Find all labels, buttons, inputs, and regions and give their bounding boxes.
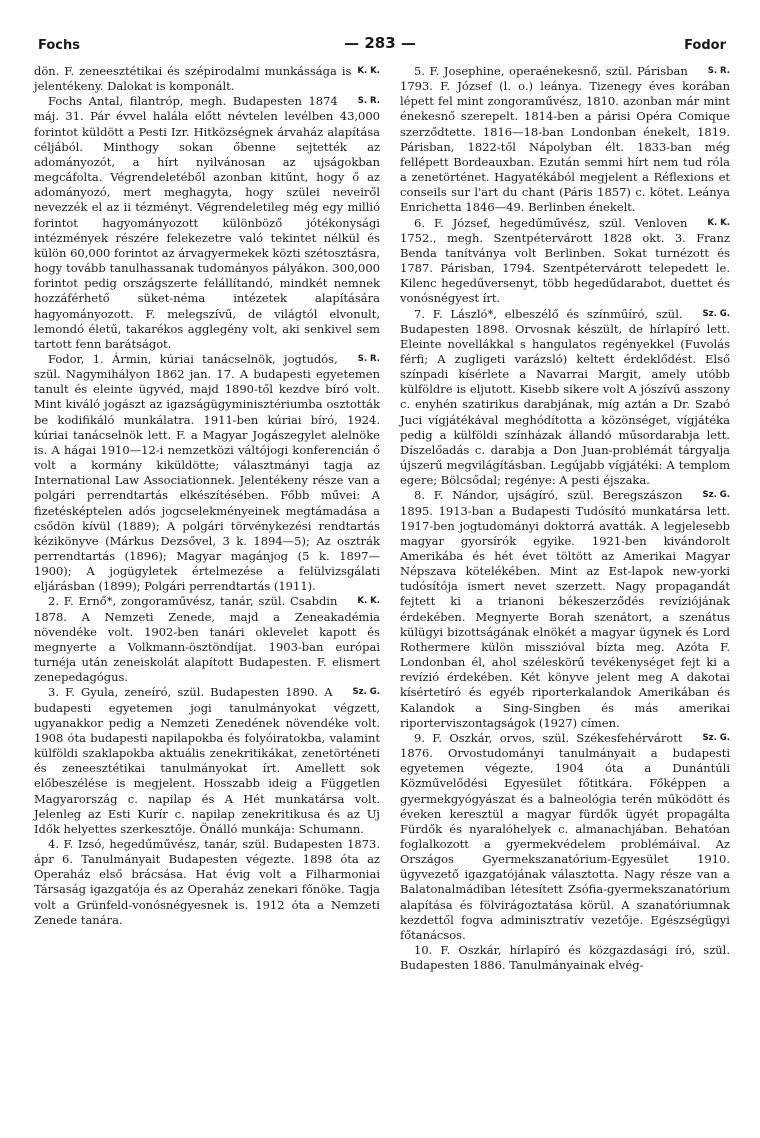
entry: [400, 64, 730, 216]
entry: [400, 307, 730, 489]
entry-text: 9. F. Oszkár, orvos, szül. Székesfehérvárott 1876. Orvostudományi tanulmányait a budapesti egyetemen végezte, 1904 óta a Dunántúli Közművelődési Egyesület főtitkára. Főképpen a gyermekgyógyászat és a balneológia terén működött és éveken keresztül a magyar fürdők ügyét propagálta Fürdők és nyaralóhelyek c. almanachjában. Behatóan foglalkozott a gyermekvédelem problémáival. Az Országos Gyermekszanatórium-Egyesület 1910. ügyvezető igazgatójának választotta. Nagy része van a Balatonalmádiban létesített Zsófia-gyermekszanatórium alapítása és fölvirágoztatása körül. A szanatóriumnak kezdettől fogva adminisztratív vezetője. Egészségügyi főtanácsos.: [400, 730, 730, 942]
entry-text: dön. F. zeneesztétikai és szépirodalmi munkássága is jelentékeny. Dalokat is komponált.: [34, 64, 352, 94]
entry-text: 7. F. László*, elbeszélő és színműíró, szül. Budapesten 1898. Orvosnak készült, de hírlapíró lett. Eleinte novellákkal s hangulatos regényekkel (Fuvolás férfi; A zugligeti varázsló) keltett érdeklődést. Első színpadi kísérlete a Navarrai Margit, amely utóbb külföldre is eljutott. Kisebb sikere volt A jószívű asszony c. enyhén szatirikus darabjának, míg aztán a Dr. Szabó Juci vígjátékával meghódította a közönséget, vígjátéka pedig a külföldi színházak állandó műsordarabja lett. Díszelőadás c. darabja a Don Juan-problémát tárgyalja újszerű megvilágításban. Legújabb vígjátéki: A templom egere; Bölcsődal; regénye: A pesti éjszaka.: [400, 306, 730, 488]
entry-text: 2. F. Ernő*, zongoraművész, tanár, szül. Csabdin 1878. A Nemzeti Zenede, majd a Zeneakadémia növendéke volt. 1902-ben tanári oklevelet kapott és megnyerte a Volkmann-ösztöndíjat. 1903-ban európai turnéja után zeneiskolát alapított Budapesten. F. elismert zenepedagógus.: [34, 594, 380, 685]
author-signature: Sz. G.: [352, 687, 380, 698]
right-column: [400, 64, 730, 973]
author-signature: Sz. G.: [702, 490, 730, 501]
entry-text: 3. F. Gyula, zeneíró, szül. Budapesten 1890. A budapesti egyetemen jogi tanulmányokat végzett, ugyanakkor pedig a Nemzeti Zenedének növendéke volt. 1908 óta budapesti napilapokba és folyóiratokba, valamint külföldi szaklapokba aktuális zenekritikákat, zenetörténeti és zeneesztétikai tanulmányokat írt. Amellett sok előbeszélése is megjelent. Hosszabb ideig a Független Magyarország c. napilap és A Hét munkatársa volt. Jelenleg az Esti Kurír c. napilap zenekritikusa és az Uj Idők helyettes szerkesztője. Önálló munkája: Schumann.: [34, 685, 380, 836]
entry: [400, 216, 730, 307]
entry-text: 10. F. Oszkár, hírlapíró és közgazdasági író, szül. Budapesten 1886. Tanulmányainak elvég-: [400, 943, 730, 973]
author-signature: Sz. G.: [702, 308, 730, 319]
author-signature: S. R.: [357, 353, 380, 364]
entry: [400, 488, 730, 731]
left-column: [34, 64, 380, 928]
entry-text: 4. F. Izsó, hegedűművész, tanár, szül. Budapesten 1873. ápr 6. Tanulmányait Budapesten végezte. 1898 óta az Operaház első brácsása. Hat évig volt a Filharmoniai Társaság igazgatója és az Operaház zenekari főnöke. Tagja volt a Grünfeld-vonósnégyesnek is. 1912 óta a Nemzeti Zenede tanára.: [34, 836, 380, 927]
entry-text: Fochs Antal, filantróp, megh. Budapesten 1874 máj. 31. Pár évvel halála előtt névtelen levélben 43,000 forintot küldött a Pesti Izr. Hitközségnek árvaház alapítása céljából. Minthogy sokan őbenne sejtették az adományozót, a hírt nyilvánosan az ujságokban megcáfolta. Végrendeletéből azonban kitűnt, hogy ő az adományozó, mert meghagyta, hogy szülei neveiről nevezzék el az ii tézményt. Végrendeletileg még egy millió forintot hagyományozott különböző jótékonysági intézmények részére felekezetre való tekintet nélkül és külön 60,000 forintot az árvagyermekek közti szétosztásra, hogy tovább tanulhassanak tudományos pályákon. 300,000 forintot pedig országszerte felállítandó, mindkét nemnek hozzáférhető süket-néma intézetek alapítására hagyományozott. F. melegszívű, de világtól elvonult, lemondó életű, takarékos agglegény volt, aki senkivel sem tartott fenn barátságot.: [34, 94, 380, 351]
header-left-keyword: Fochs: [38, 38, 80, 53]
entry-text: Fodor, 1. Ármin, kúriai tanácselnök, jogtudós, szül. Nagymihályon 1862 jan. 17. A budapesti egyetemen tanult és eleinte ügyvéd, majd 1890-től kezdve bíró volt. Mint kiváló jogászt az igazságügyminisztériumba osztották be kodifikáló munkálatra. 1911-ben kúriai bíró, 1924. kúriai tanácselnök lett. F. a Magyar Jogászegylet alelnöke is. A hágai 1910—12-i nemzetközi váltójogi konferencián ő volt a kormány kiküldötte; választmányi tagja az International Law Associationnek. Jelentékeny része van a polgári perrendtartás elkészítésében. Főbb művei: A fizetésképtelen adós jogcselekményeinek megtámadása a csődön kívül (1889); A polgári törvénykezési rendtartás kézikönyve (Márkus Dezsővel, 3 k. 1894—5); Az osztrák perrendtartás (1896); Magyar magánjog (5 k. 1897—1900); A jogügyletek értelmezése a felülvizsgálati eljárásban (1899); Polgári perrendtartás (1911).: [34, 351, 380, 594]
entry-text: 6. F. József, hegedűművész, szül. Venloven 1752., megh. Szentpétervárott 1828 okt. 3. Franz Benda tanítványa volt Berlinben. Sokat turnézott és 1787. Párisban, 1794. Szentpétervárott telepedett le. Kilenc hegedűversenyt, több hegedűdarabot, duettet és vonósnégyest írt.: [400, 215, 730, 306]
author-signature: K. K.: [357, 596, 380, 607]
author-signature: S. R.: [707, 66, 730, 76]
entry: [400, 731, 730, 943]
author-signature: Sz. G.: [702, 732, 730, 743]
author-signature: S. R.: [357, 96, 380, 107]
author-signature: K. K.: [707, 217, 730, 228]
entry: [34, 685, 380, 837]
entry: [34, 64, 380, 94]
entry: [34, 94, 380, 352]
author-signature: K. K.: [357, 66, 380, 76]
entry: [34, 352, 380, 595]
entry: [34, 594, 380, 685]
entry-text: 5. F. Josephine, operaénekesnő, szül. Párisban 1793. F. József (l. o.) leánya. Tizenegy éves korában lépett fel mint zongoraművész, 1810. azonban már mint énekesnő szerepelt. 1814-ben a párisi Opéra Comique szerződtette. 1816—18-ban Londonban énekelt, 1819. Párisban, 1822-től Nápolyban élt. 1833-ban még fellépett Bordeauxban. Ezután semmi hírt nem tud róla a zenetörténet. Hagyatékából megjelent a Réflexions et conseils sur l'art du chant (Páris 1857) c. kötet. Leánya Enrichetta 1846—49. Berlinben énekelt.: [400, 64, 730, 215]
header-right-keyword: Fodor: [684, 38, 726, 53]
entry-text: 8. F. Nándor, ujságíró, szül. Beregszászon 1895. 1913-ban a Budapesti Tudósító munkatársa lett. 1917-ben jogtudományi doktorrá avatták. A legjelesebb magyar gyorsírók egyike. 1921-ben kivándorolt Amerikába és hét évet töltött az Amerikai Magyar Népszava kötelékében. Mint az Est-lapok new-yorki tudósítója ismert nevet szerzett. Nagy propagandát fejtett ki a trianoni békeszerződés revíziójának érdekében. Megnyerte Borah szenátort, a szenátus külügyi bizottságának elnökét a magyar ügynek és Lord Rothermere külön misszióval bízta meg. Azóta F. Londonban él, ahol széleskörű tevékenységet fejt ki a revízió érdekében. Két könyve jelent meg A dakotai kísértetíró és egyéb riporterkalandok Amerikában és Kalandok a Sing-Singben és más amerikai riporterviszontagságok (1927) címen.: [400, 488, 730, 730]
entry: [400, 943, 730, 973]
entry: [34, 837, 380, 928]
page-header: [32, 34, 728, 58]
page-number: — 283 —: [344, 34, 416, 52]
